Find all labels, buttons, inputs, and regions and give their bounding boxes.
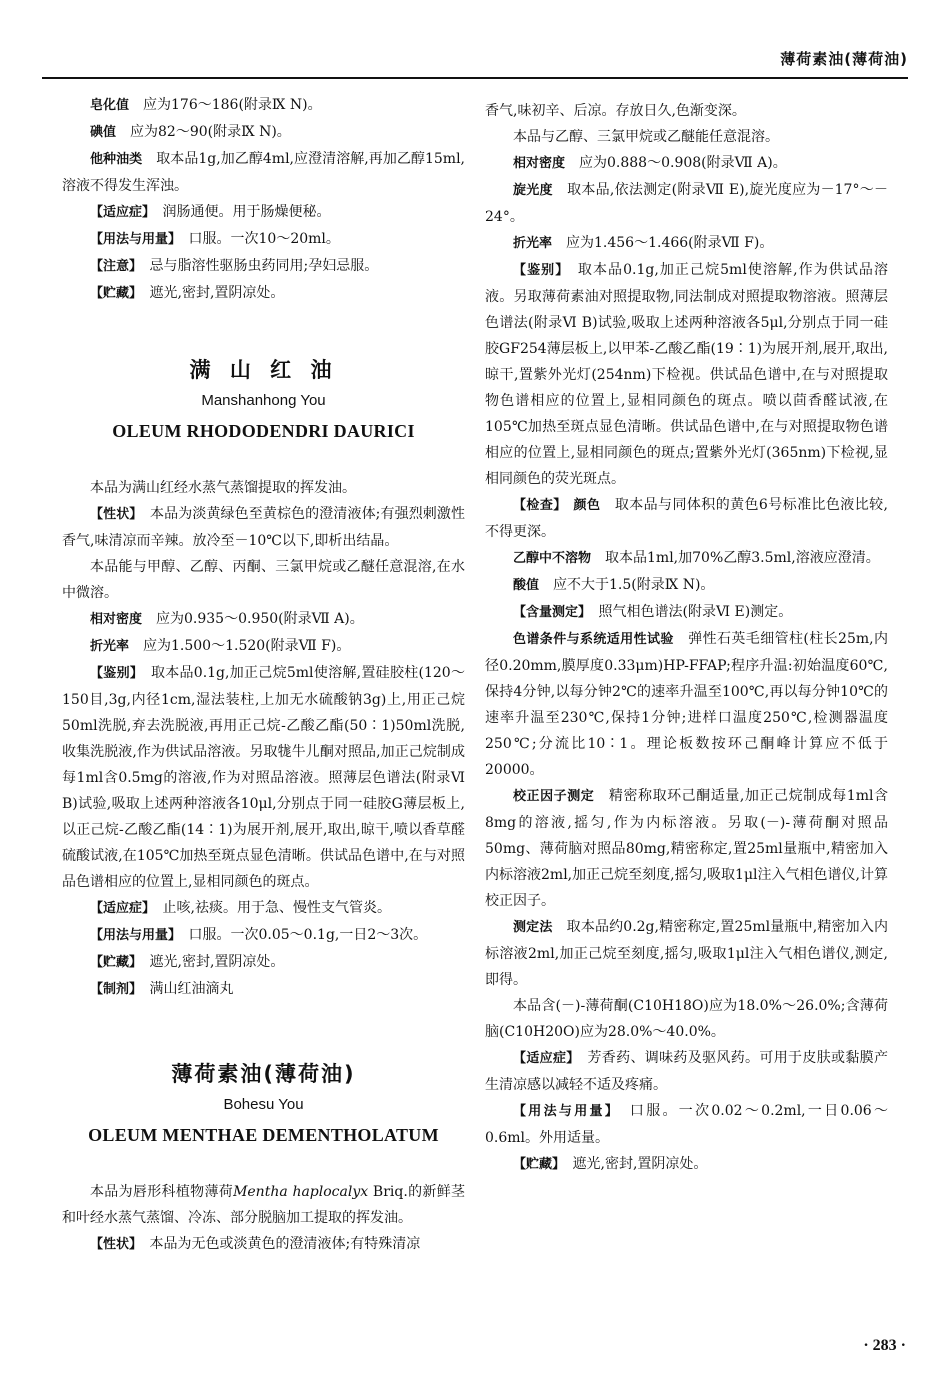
para (485, 98, 888, 124)
para-label: 【检查】 颜色 (513, 498, 601, 513)
para-label: 【用法与用量】 (90, 232, 175, 247)
para (485, 257, 888, 492)
para (62, 501, 465, 554)
para-label: 【性状】 (90, 1237, 136, 1252)
para-text: 本品为淡黄绿色至黄棕色的澄清液体;有强烈刺激性香气,味清凉而辛辣。放冷至－10℃以下,即析出结晶。 (62, 506, 466, 549)
para-label: 【用法与用量】 (90, 928, 175, 943)
para-text: 弹性石英毛细管柱(柱长25m,内径0.20mm,膜厚度0.33μm)HP-FFAP;程序升温:初始温度60℃,保持4分钟,以每分钟2℃的速率升温至100℃,再以每分钟10℃的速率升温至230℃,保持1分钟;进样口温度250℃,检测器温度250℃;分流比10∶1。理论板数按环己酮峰计算应不低于20000。 (485, 631, 888, 778)
para (62, 1231, 465, 1258)
para-text: 应为0.888～0.908(附录Ⅶ A)。 (579, 155, 787, 171)
para (485, 914, 888, 993)
para (485, 993, 888, 1045)
para (62, 660, 465, 895)
para-label: 【注意】 (90, 259, 136, 274)
monograph-pinyin: Manshanhong You (201, 392, 326, 409)
monograph-body (62, 1179, 465, 1258)
para-text: 满山红油滴丸 (149, 981, 234, 997)
para-text: 取本品,依法测定(附录Ⅶ E),旋光度应为－17°～－24°。 (485, 182, 888, 225)
para-text: 本品能与甲醇、乙醇、丙酮、三氯甲烷或乙醚任意混溶,在水中微溶。 (62, 559, 465, 601)
left-column (62, 92, 465, 1258)
para-text: 取本品0.1g,加正己烷5ml使溶解,作为供试品溶液。另取薄荷素油对照提取物,同法制成对照提取物溶液。照薄层色谱法(附录Ⅵ B)试验,吸取上述两种溶液各5μl,分别点于同一硅胶GF254薄层板上,以甲苯-乙酸乙酯(19∶1)为展开剂,展开,取出,晾干,置紫外光灯(254nm)下检视。供试品色谱中,在与对照提取物色谱相应的位置上,显相同颜色的斑点。喷以茴香醛试液,在105℃加热至斑点显色清晰。供试品色谱中,在与对照提取物色谱相应的位置上,显相同颜色的斑点;置紫外光灯(365nm)下检视,显相同颜色的荧光斑点。 (485, 262, 888, 487)
para-label: 【性状】 (90, 507, 136, 522)
para-label: 相对密度 (513, 156, 566, 171)
para (62, 146, 465, 199)
para-label: 【适应症】 (90, 205, 149, 220)
para-text: 遮光,密封,置阴凉处。 (149, 285, 285, 301)
para (62, 606, 465, 633)
para (485, 150, 888, 177)
monograph-body (62, 475, 465, 1003)
para-text: 照气相色谱法(附录Ⅵ E)测定。 (598, 604, 793, 620)
para (485, 1151, 888, 1178)
para-label: 色谱条件与系统适用性试验 (513, 632, 674, 647)
para (62, 119, 465, 146)
para-label: 【鉴别】 (90, 666, 137, 681)
monograph-pinyin: Bohesu You (223, 1096, 304, 1113)
page-number: · 283 · (863, 1337, 906, 1354)
para-label: 【用法与用量】 (513, 1104, 614, 1119)
para-label: 折光率 (90, 639, 130, 654)
monograph-title: 薄荷素油(薄荷油) (171, 1062, 356, 1086)
para-text: 口服。一次0.05～0.1g,一日2～3次。 (188, 927, 428, 943)
para (485, 1045, 888, 1098)
para-text: 芳香药、调味药及驱风药。可用于皮肤或黏膜产生清凉感以减轻不适及疼痛。 (485, 1050, 888, 1093)
para-text: 本品含(－)-薄荷酮(C10H18O)应为18.0%～26.0%;含薄荷脑(C10H20O)应为28.0%～40.0%。 (485, 998, 888, 1040)
para-label: 他种油类 (90, 152, 143, 167)
running-header: 薄荷素油(薄荷油) (780, 50, 908, 68)
species-name: Mentha haplocalyx (233, 1184, 369, 1200)
para-text: 取本品1ml,加70%乙醇3.5ml,溶液应澄清。 (605, 550, 880, 566)
para-text: 口服。一次0.02～0.2ml,一日0.06～0.6ml。外用适量。 (485, 1103, 889, 1146)
para-label: 折光率 (513, 236, 553, 251)
para-text: 取本品1g,加乙醇4ml,应澄清溶解,再加乙醇15ml,溶液不得发生浑浊。 (62, 151, 465, 194)
para (62, 922, 465, 949)
para-label: 【适应症】 (513, 1051, 574, 1066)
para (62, 949, 465, 976)
monograph-latin-name: OLEUM RHODODENDRI DAURICI (112, 421, 415, 441)
para-text: 遮光,密封,置阴凉处。 (149, 954, 285, 970)
para (62, 92, 465, 119)
para-label: 皂化值 (90, 98, 130, 113)
para-text: 应为1.456～1.466(附录Ⅶ F)。 (566, 235, 774, 251)
intro-para: 本品为满山红经水蒸气蒸馏提取的挥发油。 (90, 480, 356, 496)
para-label: 碘值 (90, 125, 117, 140)
para (485, 572, 888, 599)
para-label: 【制剂】 (90, 982, 136, 997)
para-text: 应不大于1.5(附录Ⅸ N)。 (553, 577, 715, 593)
para-label: 【适应症】 (90, 901, 149, 916)
para (485, 124, 888, 150)
para-label: 【贮藏】 (90, 286, 136, 301)
para (485, 783, 888, 914)
para (485, 1098, 888, 1151)
para-text: 应为0.935～0.950(附录Ⅶ A)。 (156, 611, 364, 627)
para (62, 226, 465, 253)
para (62, 633, 465, 660)
para-text: 遮光,密封,置阴凉处。 (572, 1156, 708, 1172)
monograph-title: 满 山 红 油 (189, 358, 338, 382)
para (485, 545, 888, 572)
para-text: 口服。一次10～20ml。 (188, 231, 340, 247)
monograph-latin-name: OLEUM MENTHAE DEMENTHOLATUM (88, 1125, 439, 1145)
para (62, 280, 465, 307)
header-rule (42, 77, 908, 79)
para (485, 626, 888, 783)
top-section (62, 92, 465, 307)
para-label: 乙醇中不溶物 (513, 551, 592, 566)
para-label: 【贮藏】 (513, 1157, 559, 1172)
para (62, 895, 465, 922)
para-text: 本品为无色或淡黄色的澄清液体;有特殊清凉 (149, 1236, 421, 1252)
para-label: 【贮藏】 (90, 955, 136, 970)
para-label: 测定法 (513, 920, 553, 935)
para-text: 取本品0.1g,加正己烷5ml使溶解,置硅胶柱(120～150目,3g,内径1cm,湿法装柱,上加无水硫酸钠3g)上,用正己烷50ml洗脱,弃去洗脱液,再用正己烷-乙酸乙酯(50∶1)50ml洗脱,收集洗脱液,作为供试品溶液。另取牻牛儿酮对照品,加正己烷制成每1ml含0.5mg的溶液,作为对照品溶液。照薄层色谱法(附录Ⅵ B)试验,吸取上述两种溶液各10μl,分别点于同一硅胶G薄层板上,以正己烷-乙酸乙酯(14∶1)为展开剂,展开,取出,晾干,喷以香草醛硫酸试液,在105℃加热至斑点显色清晰。供试品色谱中,在与对照品色谱相应的位置上,显相同颜色的斑点。 (62, 665, 465, 890)
para-label: 校正因子测定 (513, 789, 595, 804)
intro-para (62, 1179, 465, 1231)
para (62, 199, 465, 226)
para (62, 976, 465, 1003)
para (485, 230, 888, 257)
para-label: 【含量测定】 (513, 605, 585, 620)
para-text: 润肠通便。用于肠燥便秘。 (162, 204, 331, 220)
para-label: 相对密度 (90, 612, 143, 627)
para-label: 旋光度 (513, 183, 553, 198)
para-text: 精密称取环己酮适量,加正己烷制成每1ml含8mg的溶液,摇匀,作为内标溶液。另取(－)-薄荷酮对照品50mg、薄荷脑对照品80mg,精密称定,置25ml量瓶中,精密加入内标溶液2ml,加正己烷至刻度,摇匀,吸取1μl注入气相色谱仪,计算校正因子。 (485, 788, 889, 909)
para (485, 599, 888, 626)
para-text: 本品与乙醇、三氯甲烷或乙醚能任意混溶。 (513, 129, 779, 145)
para (62, 554, 465, 606)
para-text: 取本品约0.2g,精密称定,置25ml量瓶中,精密加入内标溶液2ml,加正己烷至刻度,摇匀,吸取1μl注入气相色谱仪,测定,即得。 (485, 919, 888, 988)
para-label: 【鉴别】 (513, 263, 563, 278)
para-text: 应为1.500～1.520(附录Ⅶ F)。 (143, 638, 351, 654)
para-label: 酸值 (513, 578, 540, 593)
intro-text: Briq.的新鲜茎和叶经水蒸气蒸馏、冷冻、部分脱脑加工提取的挥发油。 (62, 1184, 466, 1226)
para-text: 止咳,祛痰。用于急、慢性支气管炎。 (162, 900, 391, 916)
para (485, 177, 888, 230)
para (485, 492, 888, 545)
para-text: 取本品与同体积的黄色6号标准比色液比较,不得更深。 (485, 497, 888, 540)
para-text: 应为176～186(附录Ⅸ N)。 (143, 97, 322, 113)
right-column (485, 98, 888, 1178)
para-text: 应为82～90(附录Ⅸ N)。 (130, 124, 291, 140)
intro-text: 本品为唇形科植物薄荷 (90, 1184, 234, 1200)
para-text: 香气,味初辛、后凉。存放日久,色渐变深。 (485, 103, 746, 119)
para-text: 忌与脂溶性驱肠虫药同用;孕妇忌服。 (149, 258, 379, 274)
para (62, 253, 465, 280)
